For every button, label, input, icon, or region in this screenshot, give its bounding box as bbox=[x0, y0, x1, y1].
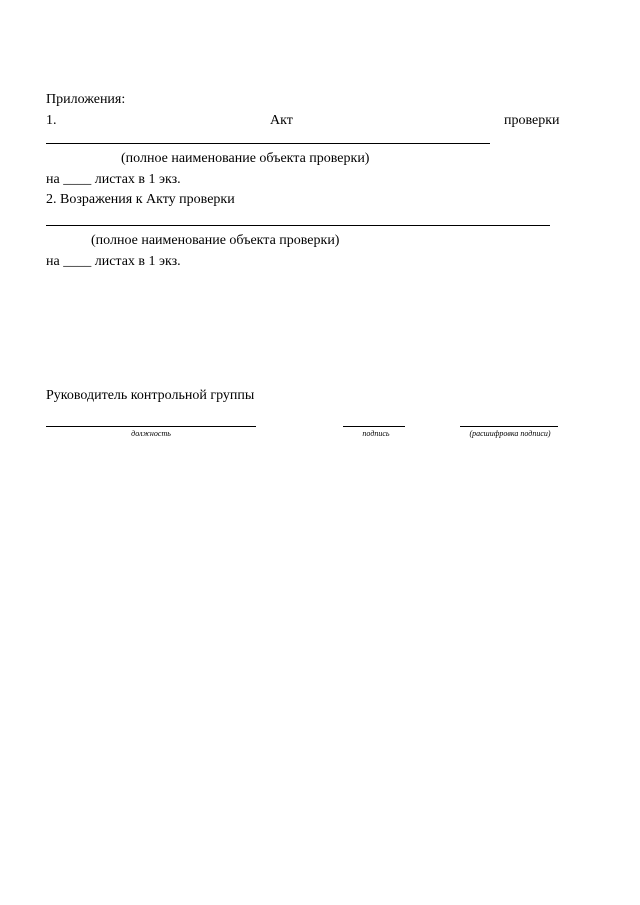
item2-sheets-blank: ____ bbox=[63, 254, 92, 269]
item2-sheets-line bbox=[46, 254, 181, 270]
item2-object-name-line bbox=[46, 225, 550, 226]
item1-object-name-line bbox=[46, 143, 490, 144]
item1-word-act: Акт bbox=[270, 113, 293, 128]
decoding-caption: (расшифровка подписи) bbox=[469, 429, 551, 438]
item2-object-caption: (полное наименование объекта проверки) bbox=[91, 233, 340, 248]
item1-word-check: проверки bbox=[504, 113, 560, 128]
item1-sheets-line bbox=[46, 172, 181, 188]
sign-line bbox=[343, 426, 405, 427]
position-caption: должность bbox=[131, 429, 171, 438]
item1-sheets-prefix: на bbox=[46, 172, 60, 187]
item2-sheets-suffix: листах в 1 экз. bbox=[94, 254, 181, 269]
item2-label: 2. Возражения к Акту проверки bbox=[46, 192, 235, 207]
item1-sheets-blank: ____ bbox=[63, 172, 92, 187]
item1-number: 1. bbox=[46, 113, 57, 128]
attachments-heading: Приложения: bbox=[46, 92, 126, 107]
signature-title: Руководитель контрольной группы bbox=[46, 388, 255, 403]
item1-object-caption: (полное наименование объекта проверки) bbox=[121, 151, 370, 166]
position-line bbox=[46, 426, 256, 427]
item2-sheets-prefix: на bbox=[46, 254, 60, 269]
sign-caption: подпись bbox=[362, 429, 390, 438]
decoding-line bbox=[460, 426, 558, 427]
item1-sheets-suffix: листах в 1 экз. bbox=[94, 172, 181, 187]
